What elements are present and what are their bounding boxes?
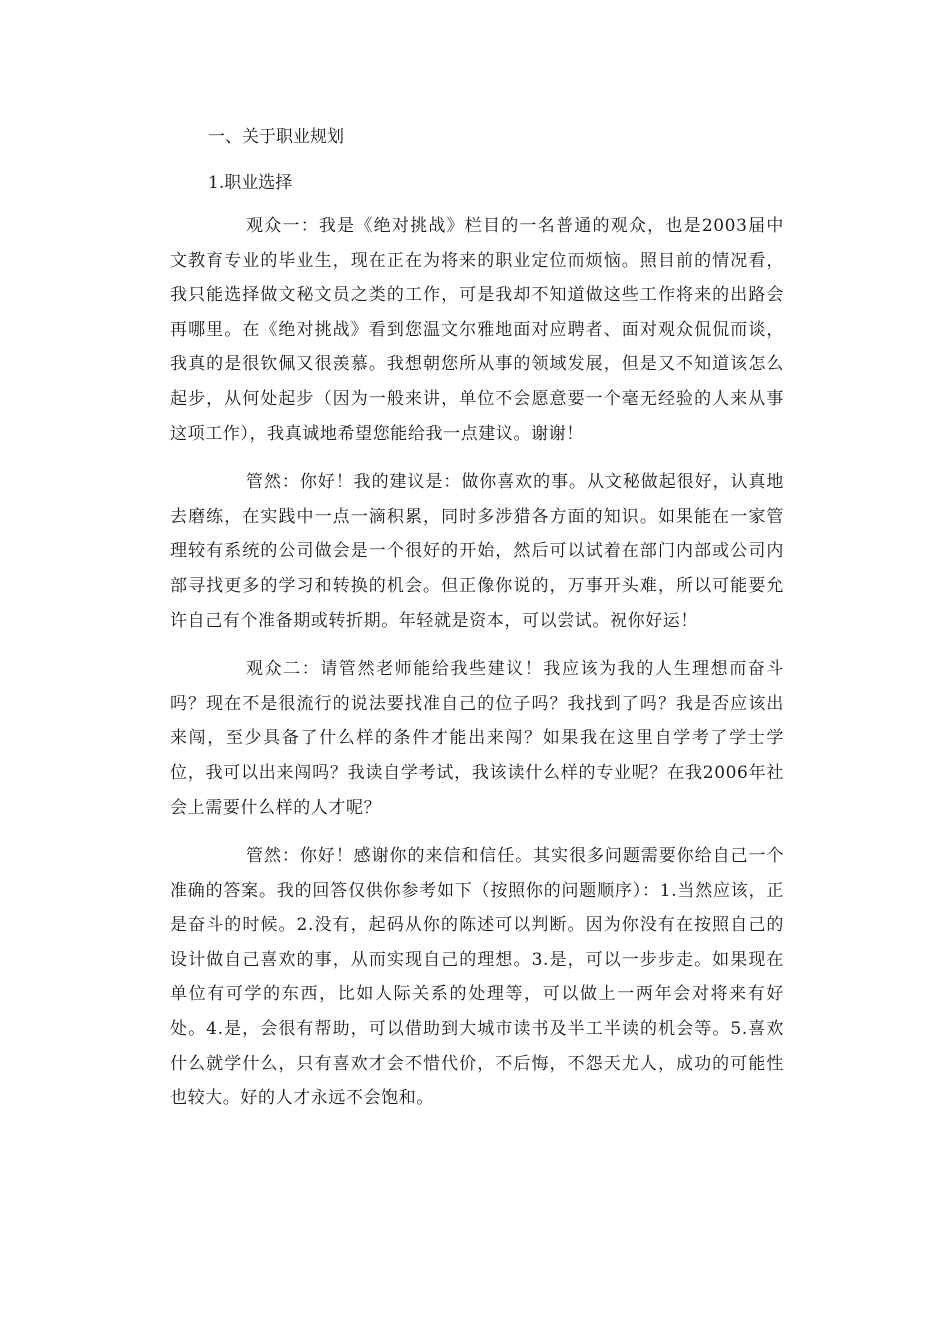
paragraph-audience-two: 观众二：请管然老师能给我些建议！我应该为我的人生理想而奋斗吗？现在不是很流行的说法要找准自己的位子吗？我找到了吗？我是否应该出来闯，至少具备了什么样的条件才能出来闯？如果我在这里自学考了学士学位，我可以出来闯吗？我读自学考试，我该读什么样的专业呢？在我2006年社会上需要什么样的人才呢？ xyxy=(170,659,784,818)
paragraph-audience-one: 观众一：我是《绝对挑战》栏目的一名普通的观众，也是2003届中文教育专业的毕业生，现在正在为将来的职业定位而烦恼。照目前的情况看，我只能选择做文秘文员之类的工作，可是我却不知道做这些工作将来的出路会再哪里。在《绝对挑战》看到您温文尔雅地面对应聘者、面对观众侃侃而谈，我真的是很钦佩又很羡慕。我想朝您所从事的领域发展，但是又不知道该怎么起步，从何处起步（因为一般来讲，单位不会愿意要一个毫无经验的人来从事这项工作），我真诚地希望您能给我一点建议。谢谢！ xyxy=(170,216,784,444)
paragraph-reply-two: 管然：你好！感谢你的来信和信任。其实很多问题需要你给自己一个准确的答案。我的回答仅供你参考如下（按照你的问题顺序）：1.当然应该，正是奋斗的时候。2.没有，起码从你的陈述可以判断。因为你没有在按照自己的设计做自己喜欢的事，从而实现自己的理想。3.是，可以一步步走。如果现在单位有可学的东西，比如人际关系的处理等，可以做上一两年会对将来有好处。4.是，会很有帮助，可以借助到大城市读书及半工半读的机会等。5.喜欢什么就学什么，只有喜欢才会不惜代价，不后悔，不怨天尤人，成功的可能性也较大。好的人才永远不会饱和。 xyxy=(170,846,784,1109)
subsection-title: 1.职业选择 xyxy=(208,173,293,193)
paragraph-reply-one: 管然：你好！我的建议是：做你喜欢的事。从文秘做起很好，认真地去磨练，在实践中一点一滴积累，同时多涉猎各方面的知识。如果能在一家管理较有系统的公司做会是一个很好的开始，然后可以试着在部门内部或公司内部寻找更多的学习和转换的机会。但正像你说的，万事开头难，所以可能要允许自己有个准备期或转折期。年轻就是资本，可以尝试。祝你好运！ xyxy=(170,472,784,631)
section-title: 一、关于职业规划 xyxy=(208,127,344,147)
document-body xyxy=(170,113,784,1116)
